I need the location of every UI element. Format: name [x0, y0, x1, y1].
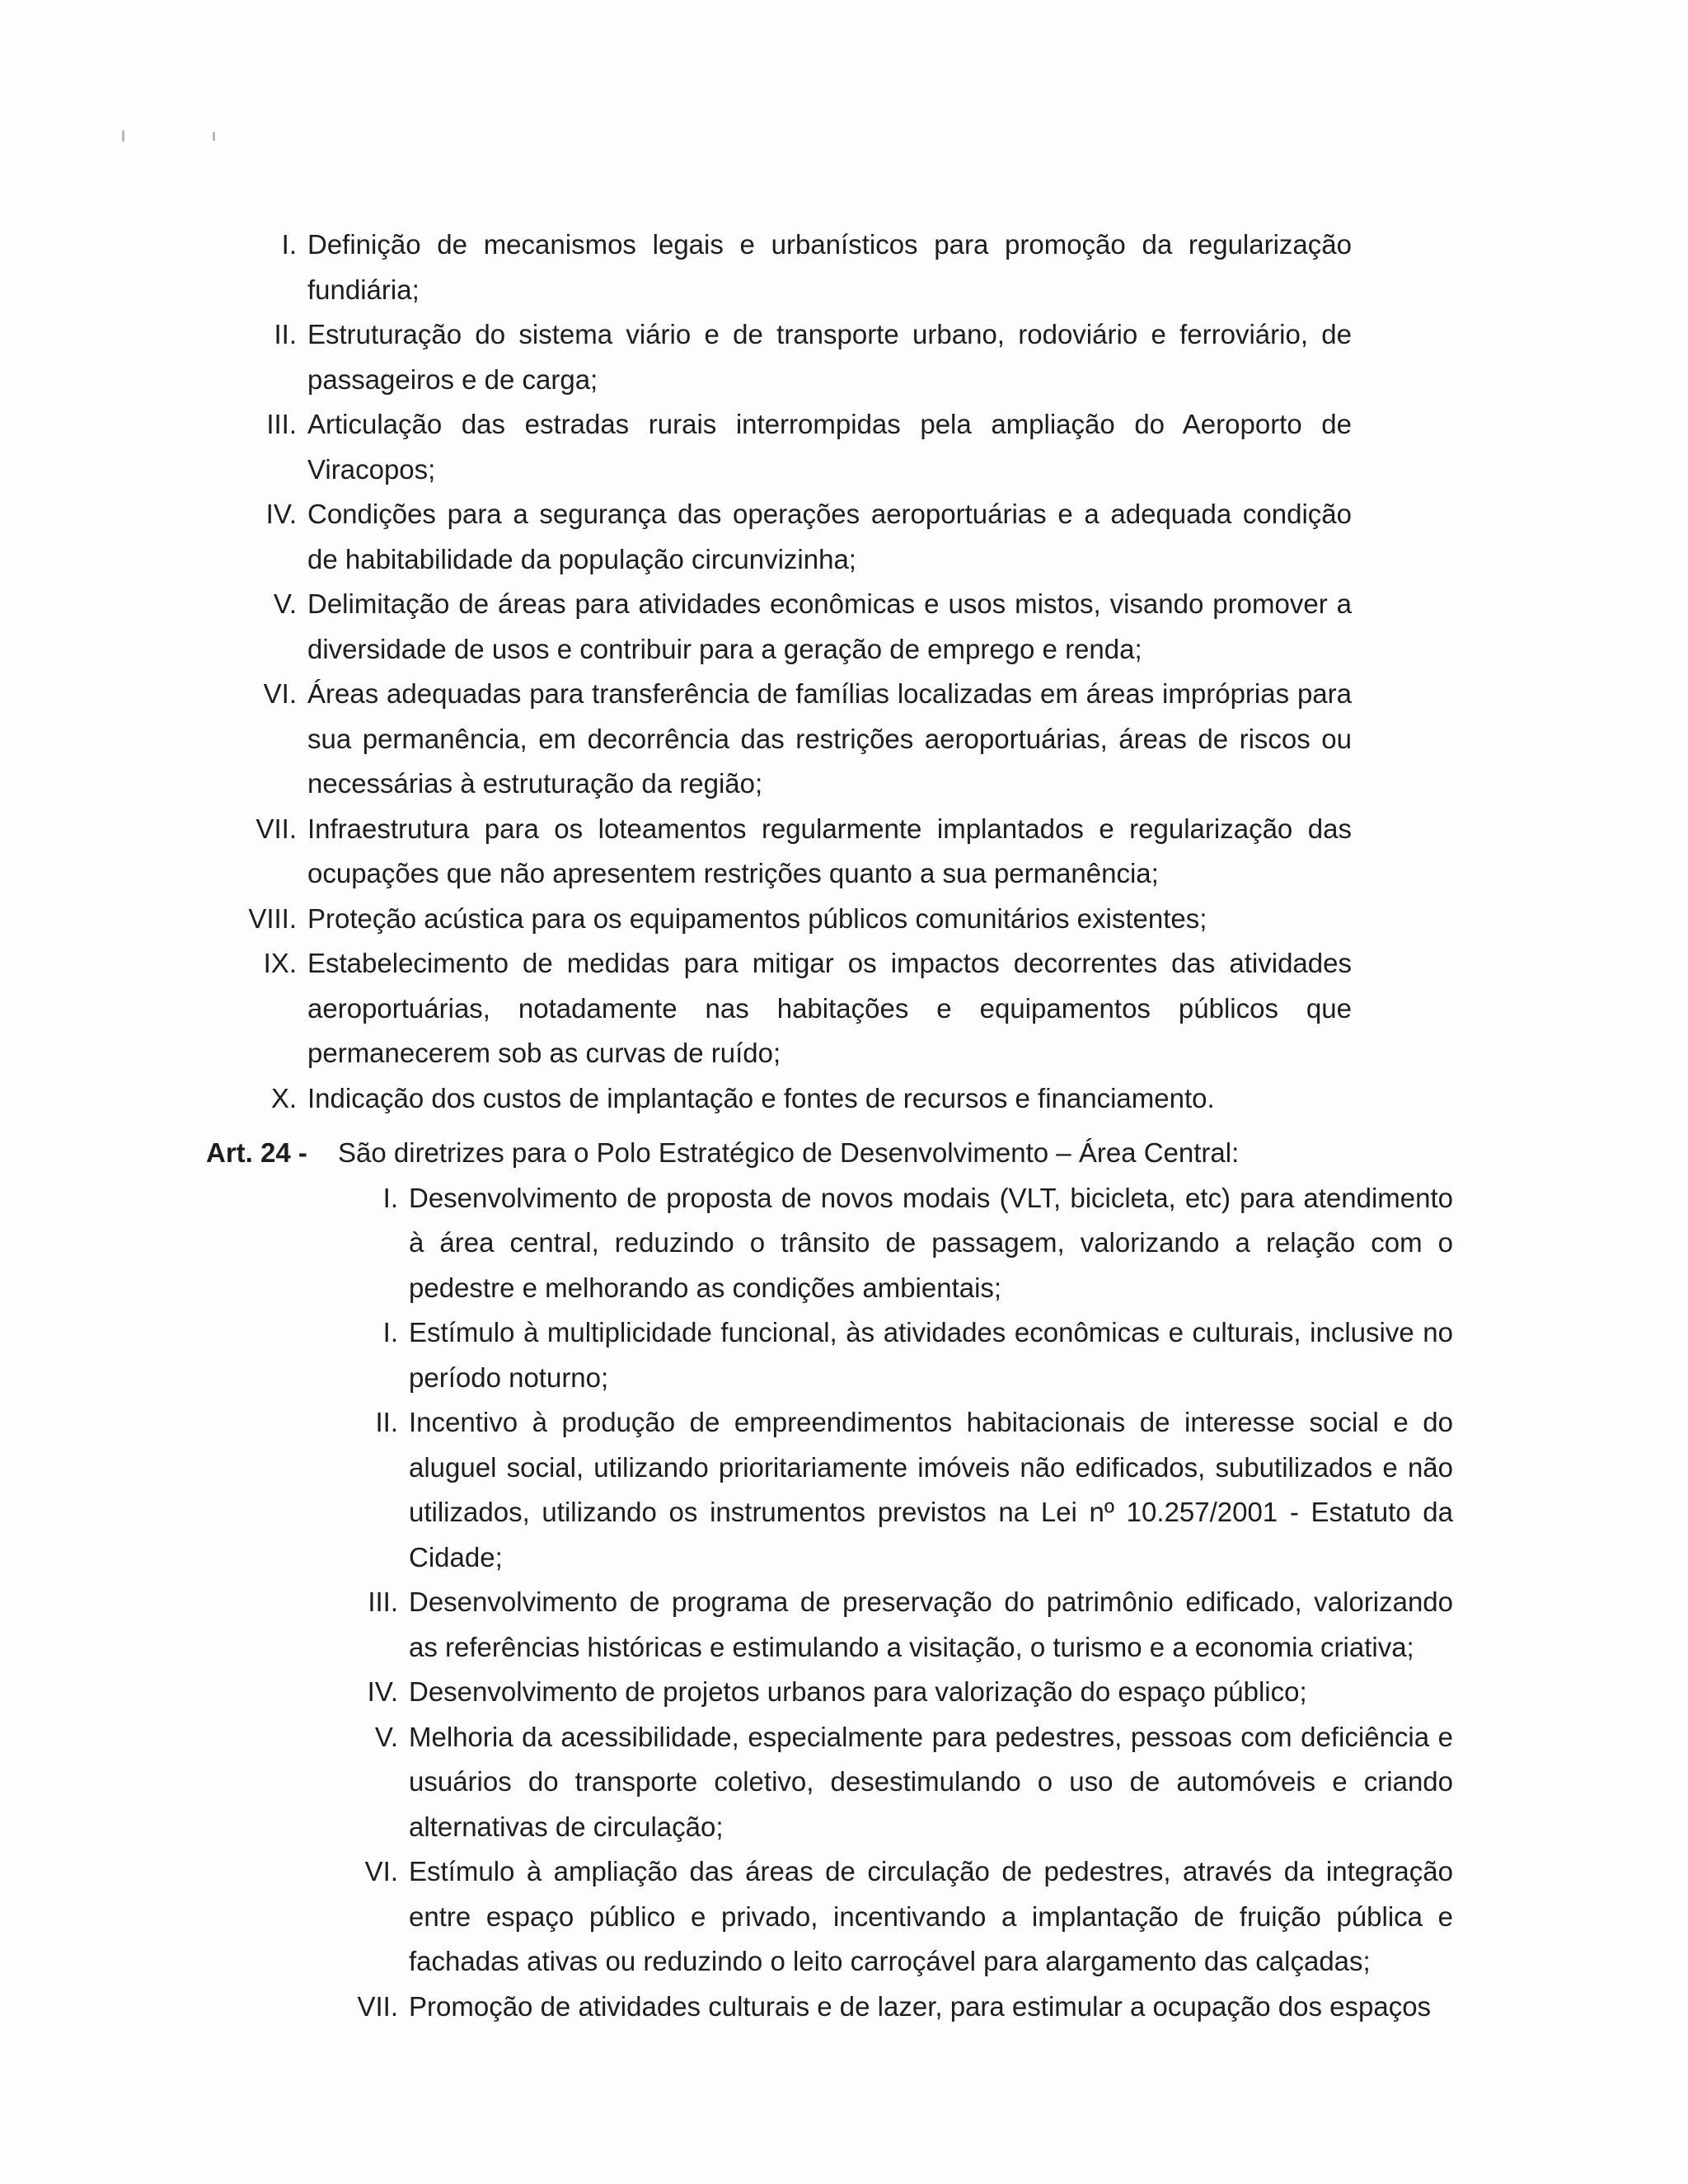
scan-artifact-mark — [213, 132, 215, 141]
article-caption: São diretrizes para o Polo Estratégico de Desenvolvimento – Área Central: — [338, 1137, 1240, 1168]
item-text: Estruturação do sistema viário e de transporte urbano, rodoviário e ferroviário, de passageiros e de carga; — [307, 319, 1352, 395]
item-numeral: III. — [266, 409, 297, 439]
item-numeral: V. — [374, 1721, 398, 1752]
list-item — [206, 312, 1352, 402]
list-item — [206, 941, 1352, 1076]
item-numeral: IX. — [263, 948, 297, 978]
item-text: Desenvolvimento de projetos urbanos para valorização do espaço público; — [409, 1676, 1307, 1707]
item-numeral: III. — [368, 1586, 398, 1617]
item-text: Infraestrutura para os loteamentos regularmente implantados e regularização das ocupações que não apresentem restrições quanto a sua permanência; — [307, 813, 1352, 888]
item-text: Estímulo à ampliação das áreas de circulação de pedestres, através da integração entre espaço público e privado, incentivando a implantação de fruição pública e fachadas ativas ou reduzindo o leito carroçável para alargamento das calçadas; — [409, 1856, 1453, 1976]
item-numeral: V. — [273, 588, 297, 619]
item-numeral: VII. — [357, 1990, 398, 2022]
item-text: Articulação das estradas rurais interrompidas pela ampliação do Aeroporto de Viracopos; — [307, 409, 1352, 485]
item-text: Desenvolvimento de proposta de novos modais (VLT, bicicleta, etc) para atendimento à área central, reduzindo o trânsito de passagem, valorizando a relação com o pedestre e melhorando as condições ambientais; — [409, 1182, 1453, 1303]
item-text: Estímulo à multiplicidade funcional, às atividades econômicas e culturais, inclusive no período noturno; — [409, 1317, 1453, 1393]
item-text: Definição de mecanismos legais e urbanísticos para promoção da regularização fundiária; — [307, 229, 1352, 305]
item-numeral: VII. — [256, 813, 297, 844]
list-item — [206, 807, 1352, 897]
article-label: Art. 24 - — [206, 1137, 307, 1168]
item-numeral: IV. — [265, 499, 297, 529]
document-body — [206, 223, 1453, 2029]
item-text: Delimitação de áreas para atividades econômicas e usos mistos, visando promover a diversidade de usos e contribuir para a geração de emprego e renda; — [307, 588, 1352, 664]
list-item — [206, 223, 1352, 312]
list-item — [307, 1310, 1453, 1400]
list-item — [206, 582, 1352, 672]
item-numeral: I. — [382, 1182, 398, 1213]
list-item — [307, 1670, 1453, 1715]
item-text: Áreas adequadas para transferência de famílias localizadas em áreas impróprias para sua permanência, em decorrência das restrições aeroportuárias, áreas de riscos ou necessárias à estruturação da região; — [307, 678, 1352, 799]
item-numeral: I. — [281, 229, 297, 260]
item-text: Indicação dos custos de implantação e fontes de recursos e financiamento. — [307, 1082, 1215, 1113]
scan-artifact-mark — [122, 130, 124, 142]
item-text: Condições para a segurança das operações aeroportuárias e a adequada condição de habitabilidade da população circunvizinha; — [307, 499, 1352, 574]
item-numeral: II. — [375, 1407, 398, 1437]
list-item — [206, 1076, 1352, 1122]
list-item — [307, 1176, 1453, 1311]
list-item — [307, 1985, 1453, 2030]
item-numeral: VI. — [263, 678, 297, 709]
list-item — [307, 1580, 1453, 1670]
list-item — [206, 402, 1352, 492]
article-24-item-list — [338, 1176, 1453, 2030]
list-item — [307, 1849, 1453, 1985]
list-item — [307, 1400, 1453, 1580]
list-item — [206, 492, 1352, 582]
list-item — [307, 1715, 1453, 1850]
item-numeral: X. — [270, 1082, 297, 1113]
item-numeral: IV. — [367, 1676, 398, 1707]
item-text: Incentivo à produção de empreendimentos habitacionais de interesse social e do aluguel social, utilizando prioritariamente imóveis não edificados, subutilizados e não utilizados, utilizando os instrumentos previstos na Lei nº 10.257/2001 - Estatuto da Cidade; — [409, 1407, 1453, 1572]
item-text: Proteção acústica para os equipamentos públicos comunitários existentes; — [307, 902, 1207, 934]
list-item — [206, 897, 1352, 942]
item-text: Desenvolvimento de programa de preservação do patrimônio edificado, valorizando as referências históricas e estimulando a visitação, o turismo e a economia criativa; — [409, 1586, 1453, 1662]
item-text: Estabelecimento de medidas para mitigar os impactos decorrentes das atividades aeroportuárias, notadamente nas habitações e equipamentos públicos que permanecerem sob as curvas de ruído; — [307, 948, 1352, 1068]
list-item — [206, 672, 1352, 807]
item-numeral: VI. — [364, 1856, 398, 1886]
item-numeral: II. — [274, 319, 297, 349]
item-numeral: VIII. — [248, 902, 297, 934]
item-numeral: I. — [382, 1317, 398, 1347]
item-text: Promoção de atividades culturais e de lazer, para estimular a ocupação dos espaços — [409, 1990, 1432, 2022]
article-24 — [206, 1131, 1453, 2029]
item-text: Melhoria da acessibilidade, especialmente para pedestres, pessoas com deficiência e usuários do transporte coletivo, desestimulando o uso de automóveis e criando alternativas de circulação; — [409, 1721, 1453, 1842]
item-list-section-a — [206, 223, 1352, 1121]
